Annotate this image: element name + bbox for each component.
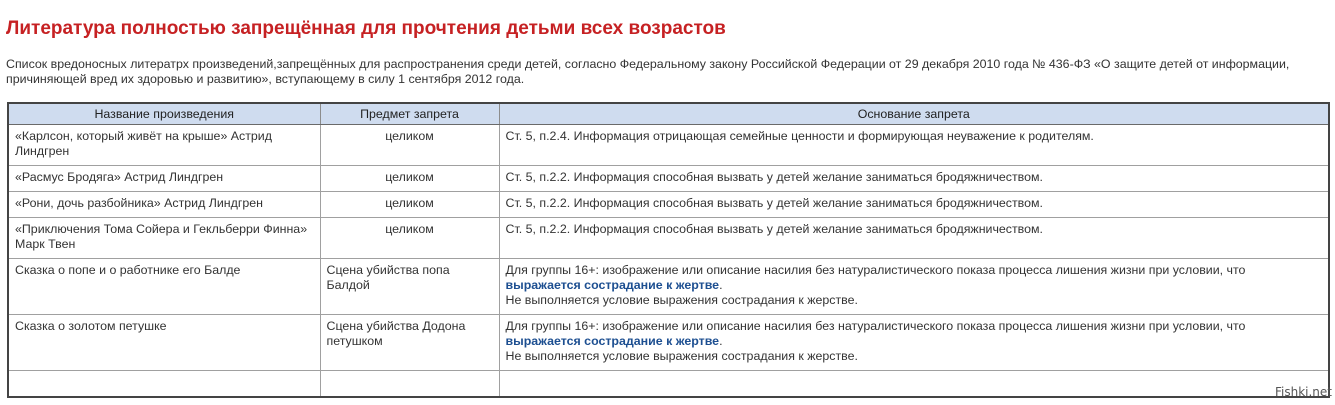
empty-cell bbox=[320, 371, 499, 397]
ban-basis: Ст. 5, п.2.2. Информация способная вызвать у детей желание заниматься бродяжничеством. bbox=[499, 218, 1329, 259]
ban-basis: Ст. 5, п.2.4. Информация отрицающая семейные ценности и формирующая неуважение к родителям. bbox=[499, 125, 1329, 166]
ban-basis: Ст. 5, п.2.2. Информация способная вызвать у детей желание заниматься бродяжничеством. bbox=[499, 192, 1329, 218]
work-title: Сказка о золотом петушке bbox=[8, 315, 320, 371]
work-title: «Рони, дочь разбойника» Астрид Линдгрен bbox=[8, 192, 320, 218]
work-title: «Карлсон, который живёт на крыше» Астрид Линдгрен bbox=[8, 125, 320, 166]
column-header-title: Название произведения bbox=[8, 103, 320, 125]
table-row bbox=[8, 192, 1329, 218]
ban-subject: целиком bbox=[320, 192, 499, 218]
work-title: «Расмус Бродяга» Астрид Линдгрен bbox=[8, 166, 320, 192]
basis-text: Для группы 16+: изображение или описание насилия без натуралистического показа процесса лишения жизни при условии, что bbox=[505, 319, 1246, 333]
column-header-subject: Предмет запрета bbox=[320, 103, 499, 125]
basis-highlight: выражается сострадание к жертве bbox=[505, 334, 720, 348]
intro-paragraph: Список вредоносных литератрх произведений,запрещённых для распространения среди детей, согласно Федеральному закону Российской Федерации от 29 декабря 2010 года № 436-ФЗ «О защите детей от информации, причиняющей вред их здоровью и развитию», вступающему в силу 1 сентября 2012 года. bbox=[6, 57, 1290, 86]
table-row bbox=[8, 125, 1329, 166]
ban-subject: целиком bbox=[320, 166, 499, 192]
ban-subject: Сцена убийства Додона петушком bbox=[320, 315, 499, 371]
table-row bbox=[8, 315, 1329, 371]
ban-basis: Ст. 5, п.2.2. Информация способная вызвать у детей желание заниматься бродяжничеством. bbox=[499, 166, 1329, 192]
empty-cell bbox=[499, 371, 1329, 397]
table-row-empty bbox=[8, 371, 1329, 397]
banned-literature-table bbox=[7, 102, 1330, 398]
table-row bbox=[8, 166, 1329, 192]
basis-highlight: выражается сострадание к жертве bbox=[505, 278, 720, 292]
empty-cell bbox=[8, 371, 320, 397]
basis-note: Не выполняется условие выражения сострадания к жерстве. bbox=[505, 293, 858, 307]
ban-basis bbox=[499, 259, 1329, 315]
basis-end: . bbox=[719, 334, 723, 348]
table-row bbox=[8, 218, 1329, 259]
ban-subject: Сцена убийства попа Балдой bbox=[320, 259, 499, 315]
watermark-text: Fishki.net bbox=[1274, 385, 1332, 399]
basis-text: Для группы 16+: изображение или описание насилия без натуралистического показа процесса лишения жизни при условии, что bbox=[505, 263, 1246, 277]
basis-note: Не выполняется условие выражения сострадания к жерстве. bbox=[505, 349, 858, 363]
work-title: Сказка о попе и о работнике его Балде bbox=[8, 259, 320, 315]
table-row bbox=[8, 259, 1329, 315]
column-header-basis: Основание запрета bbox=[499, 103, 1329, 125]
ban-subject: целиком bbox=[320, 125, 499, 166]
basis-end: . bbox=[719, 278, 723, 292]
page-title: Литература полностью запрещённая для прочтения детьми всех возрастов bbox=[6, 18, 726, 39]
ban-subject: целиком bbox=[320, 218, 499, 259]
ban-basis bbox=[499, 315, 1329, 371]
work-title: «Приключения Тома Сойера и Гекльберри Финна» Марк Твен bbox=[8, 218, 320, 259]
table-header-row bbox=[8, 103, 1329, 125]
